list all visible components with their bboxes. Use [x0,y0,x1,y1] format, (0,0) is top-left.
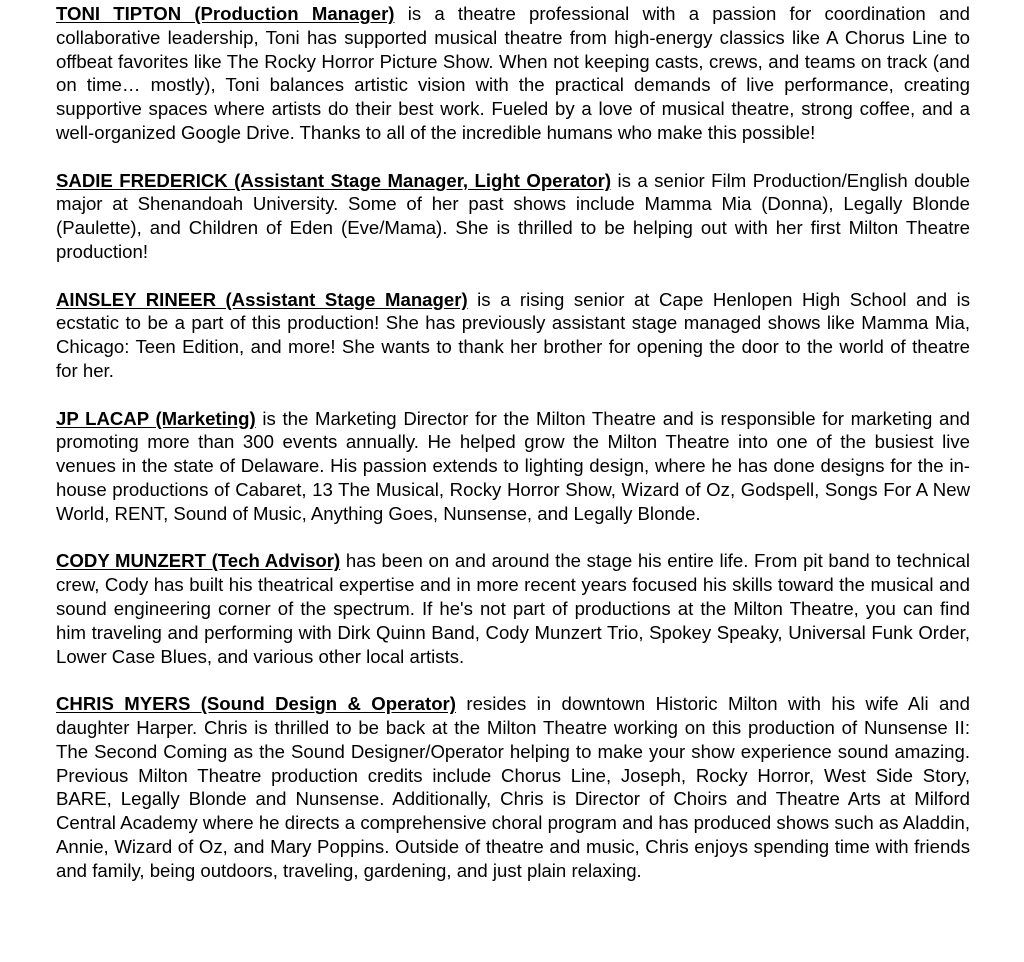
bio-paragraph-sadie-frederick [56,169,970,264]
bio-text: has been on and around the stage his entire life. From pit band to technical crew, Cody has built his theatrical expertise and in more recent years focused his skills toward the musical and sound engineering corner of the spectrum. If he's not part of productions at the Milton Theatre, you can find him traveling and performing with Dirk Quinn Band, Cody Munzert Trio, Spokey Speaky, Universal Funk Order, Lower Case Blues, and various other local artists. [56,550,970,667]
bio-paragraph-toni-tipton [56,2,970,145]
bio-text: is a theatre professional with a passion for coordination and collaborative leadership, Toni has supported musical theatre from high-energy classics like A Chorus Line to offbeat favorites like The Rocky Horror Picture Show. When not keeping casts, crews, and teams on track (and on time… mostly), Toni balances artistic vision with the practical demands of live performance, creating supportive spaces where artists do their best work. Fueled by a love of musical theatre, strong coffee, and a well-organized Google Drive. Thanks to all of the incredible humans who make this possible! [56,3,970,143]
bio-text: is a rising senior at Cape Henlopen High School and is ecstatic to be a part of this production! She has previously assistant stage managed shows like Mamma Mia, Chicago: Teen Edition, and more! She wants to thank her brother for opening the door to the world of theatre for her. [56,288,970,381]
bio-name: CODY MUNZERT (Tech Advisor) [56,550,341,572]
bio-name: CHRIS MYERS (Sound Design & Operator) [56,693,456,715]
bio-paragraph-chris-myers [56,692,970,882]
bio-name: AINSLEY RINEER (Assistant Stage Manager) [56,288,468,310]
bio-paragraph-ainsley-rineer [56,288,970,383]
bio-text: is the Marketing Director for the Milton Theatre and is responsible for marketing and promoting more than 300 events annually. He helped grow the Milton Theatre into one of the busiest live venues in the state of Delaware. His passion extends to lighting design, where he has done designs for the in-house productions of Cabaret, 13 The Musical, Rocky Horror Show, Wizard of Oz, Godspell, Songs For A New World, RENT, Sound of Music, Anything Goes, Nunsense, and Legally Blonde. [56,407,970,524]
bio-paragraph-cody-munzert [56,549,970,668]
bio-text: resides in downtown Historic Milton with his wife Ali and daughter Harper. Chris is thrilled to be back at the Milton Theatre working on this production of Nunsense II: The Second Coming as the Sound Designer/Operator helping to make your show experience sound amazing. Previous Milton Theatre production credits include Chorus Line, Joseph, Rocky Horror, West Side Story, BARE, Legally Blonde and Nunsense. Additionally, Chris is Director of Choirs and Theatre Arts at Milford Central Academy where he directs a comprehensive choral program and has produced shows such as Aladdin, Annie, Wizard of Oz, and Mary Poppins. Outside of theatre and music, Chris enjoys spending time with friends and family, being outdoors, traveling, gardening, and just plain relaxing. [56,693,970,881]
bio-document [56,2,970,882]
bio-name: JP LACAP (Marketing) [56,407,256,429]
bio-text: is a senior Film Production/English double major at Shenandoah University. Some of her past shows include Mamma Mia (Donna), Legally Blonde (Paulette), and Children of Eden (Eve/Mama). She is thrilled to be helping out with her first Milton Theatre production! [56,169,970,262]
bio-paragraph-jp-lacap [56,407,970,526]
bio-name: TONI TIPTON (Production Manager) [56,3,395,24]
bio-name: SADIE FREDERICK (Assistant Stage Manager, Light Operator) [56,169,612,191]
